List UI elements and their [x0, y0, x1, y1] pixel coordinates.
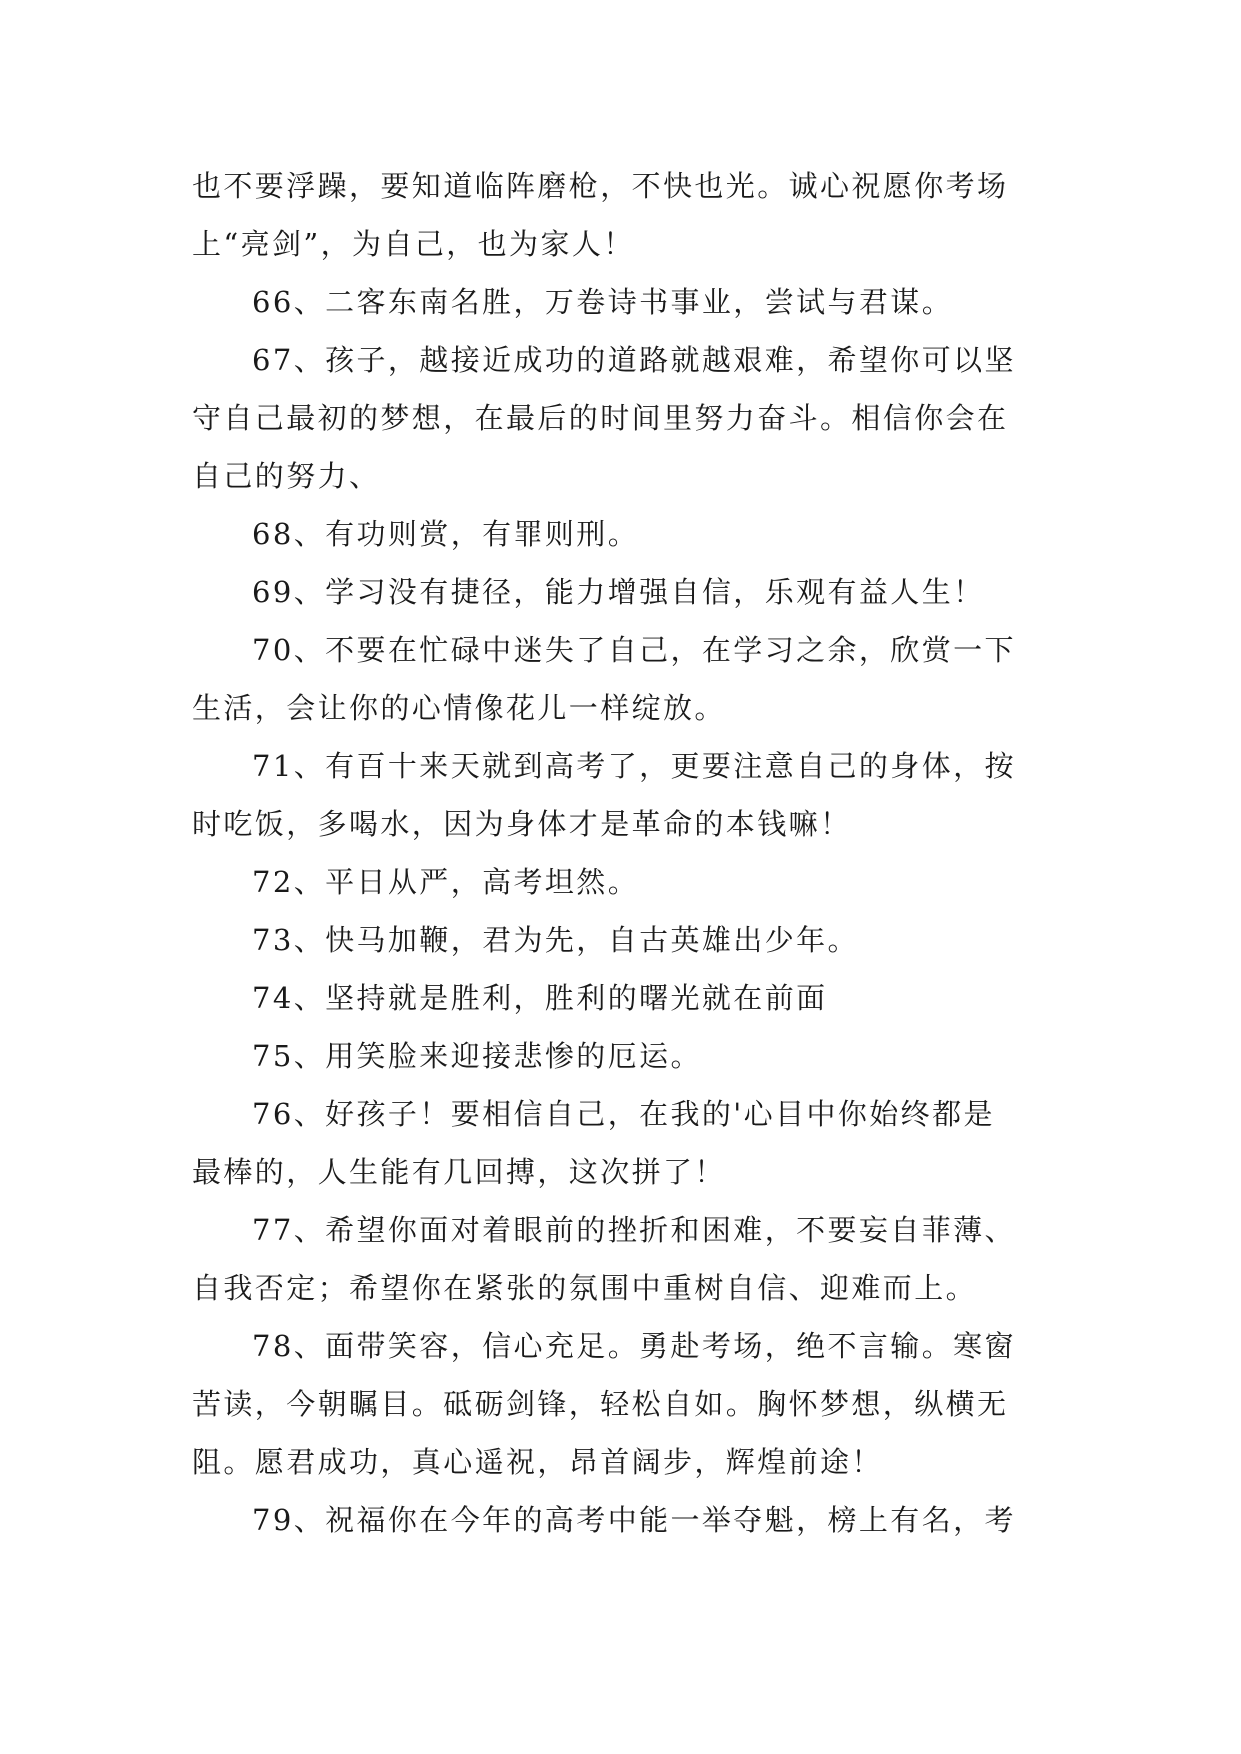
- text-line: 生活，会让你的心情像花儿一样绽放。: [192, 691, 726, 725]
- text-line: 时吃饭，多喝水，因为身体才是革命的本钱嘛！: [192, 807, 852, 841]
- text-line: 阻。愿君成功，真心遥祝，昂首阔步，辉煌前途！: [192, 1445, 883, 1479]
- text-line: 71、有百十来天就到高考了，更要注意自己的身体，按: [252, 749, 1016, 783]
- text-line: 也不要浮躁，要知道临阵磨枪，不快也光。诚心祝愿你考场: [192, 169, 1009, 203]
- text-line: 77、希望你面对着眼前的挫折和困难，不要妄自菲薄、: [252, 1213, 1016, 1247]
- text-line: 苦读，今朝瞩目。砥砺剑锋，轻松自如。胸怀梦想，纵横无: [192, 1387, 1009, 1421]
- text-line: 自己的努力、: [192, 459, 381, 493]
- text-line: 70、不要在忙碌中迷失了自己，在学习之余，欣赏一下: [252, 633, 1016, 667]
- text-line: 守自己最初的梦想，在最后的时间里努力奋斗。相信你会在: [192, 401, 1009, 435]
- text-line: 66、二客东南名胜，万卷诗书事业，尝试与君谋。: [252, 285, 954, 319]
- text-line: 73、快马加鞭，君为先，自古英雄出少年。: [252, 923, 859, 957]
- text-line: 78、面带笑容，信心充足。勇赴考场，绝不言输。寒窗: [252, 1329, 1016, 1363]
- text-line: 自我否定；希望你在紧张的氛围中重树自信、迎难而上。: [192, 1271, 978, 1305]
- text-line: 上“亮剑”，为自己，也为家人！: [192, 227, 635, 261]
- text-line: 79、祝福你在今年的高考中能一举夺魁，榜上有名，考: [252, 1503, 1016, 1537]
- document-body: [192, 157, 1072, 1549]
- text-line: 最棒的，人生能有几回搏，这次拼了！: [192, 1155, 726, 1189]
- text-line: 69、学习没有捷径，能力增强自信，乐观有益人生！: [252, 575, 985, 609]
- text-line: 67、孩子，越接近成功的道路就越艰难，希望你可以坚: [252, 343, 1016, 377]
- text-line: 74、坚持就是胜利，胜利的曙光就在前面: [252, 981, 828, 1015]
- text-line: 72、平日从严，高考坦然。: [252, 865, 640, 899]
- text-line: 75、用笑脸来迎接悲惨的厄运。: [252, 1039, 702, 1073]
- text-line: 76、好孩子！要相信自己，在我的'心目中你始终都是: [252, 1097, 995, 1131]
- text-line: 68、有功则赏，有罪则刑。: [252, 517, 640, 551]
